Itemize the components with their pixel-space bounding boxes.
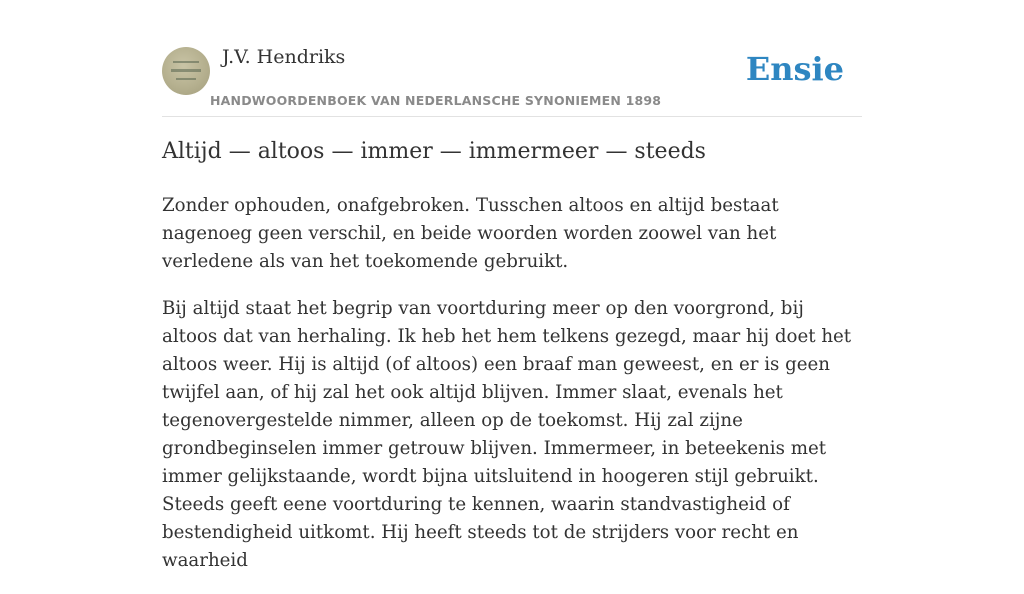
entry-body	[162, 192, 862, 594]
author-name[interactable]: J.V. Hendriks	[222, 46, 346, 68]
avatar-line-decoration	[173, 61, 199, 63]
header	[162, 0, 862, 117]
author-avatar[interactable]	[162, 47, 210, 95]
ensie-logo[interactable]: Ensie	[745, 50, 844, 88]
source-label[interactable]: HANDWOORDENBOEK VAN NEDERLANSCHE SYNONIEMEN 1898	[210, 93, 662, 108]
avatar-line-decoration	[171, 69, 201, 72]
entry-paragraph: Bij altijd staat het begrip van voortduring meer op den voorgrond, bij altoos dat van herhaling. Ik heb het hem telkens gezegd, maar hij doet het altoos weer. Hij is altijd (of altoos) een braaf man geweest, en er is geen twijfel aan, of hij zal het ook altijd blijven. Immer slaat, evenals het tegenovergestelde nimmer, alleen op de toekomst. Hij zal zijne grondbeginselen immer getrouw blijven. Immermeer, in beteekenis met immer gelijkstaande, wordt bijna uitsluitend in hoogeren stijl gebruikt. Steeds geeft eene voortduring te kennen, waarin standvastigheid of bestendigheid uitkomt. Hij heeft steeds tot de strijders voor recht en waarheid	[162, 298, 852, 571]
entry-paragraph: Zonder ophouden, onafgebroken. Tusschen altoos en altijd bestaat nagenoeg geen verschil, en beide woorden worden zoowel van het verledene als van het toekomende gebruikt.	[162, 195, 779, 272]
avatar-line-decoration	[176, 78, 196, 80]
entry-title: Altijd — altoos — immer — immermeer — steeds	[162, 139, 706, 164]
